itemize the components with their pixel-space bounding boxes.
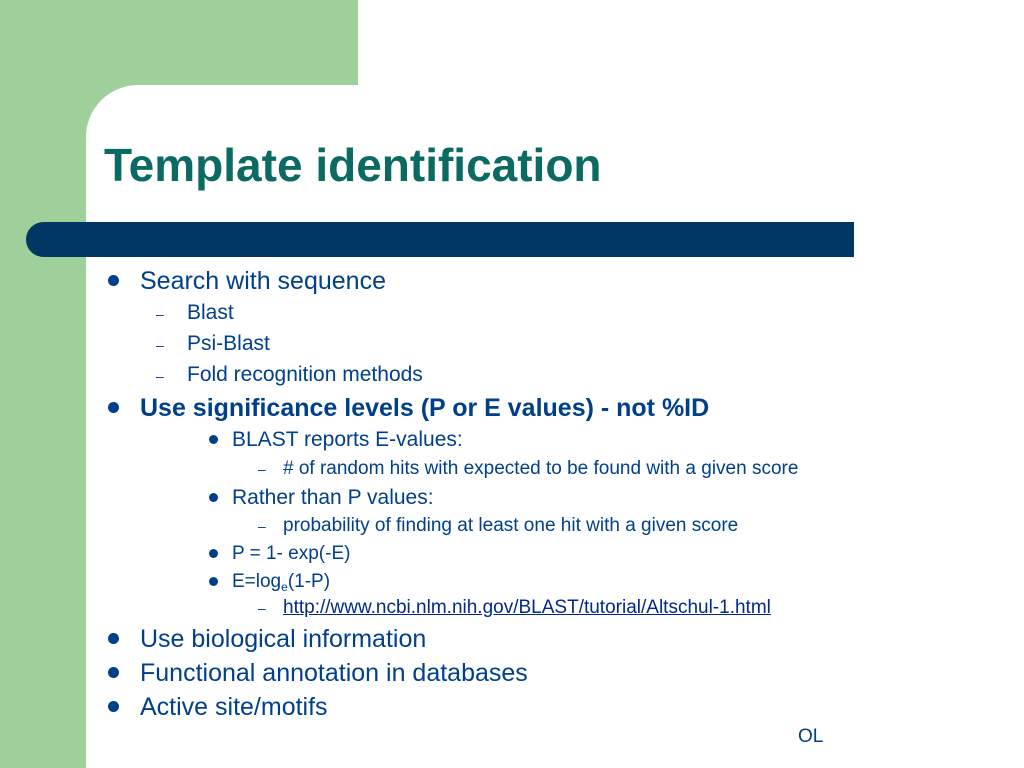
list-item: Use biological information [108,625,426,654]
list-item: – probability of finding at least one hit with a given score [258,515,739,536]
bullet-icon [209,577,218,586]
list-item: $E=\log_e(1-P)$ [209,571,330,595]
bullet-icon [209,549,218,558]
bullet-icon [108,667,119,678]
list-item: – Blast [156,301,234,324]
list-item: – # of random hits with expected to be found with a given score [258,458,799,479]
list-item: Functional annotation in databases [108,659,528,688]
slide-title: Template identification [104,139,602,191]
list-item [258,597,771,619]
dash-icon: – [156,368,164,384]
dash-icon: – [156,337,164,353]
bullet-icon [108,402,119,413]
dash-icon: – [258,518,266,534]
list-item: BLAST reports E-values: [209,428,463,452]
dash-icon: – [156,306,164,322]
bullet-icon [209,493,218,502]
bullet-icon [209,435,218,444]
list-item: Use significance levels (P or E values) - not %ID [108,394,709,423]
bullet-icon [108,701,119,712]
dash-icon: – [258,461,266,477]
list-item: Rather than P values: [209,486,434,510]
list-item: Search with sequence [108,267,386,296]
altschul-tutorial-link[interactable]: http://www.ncbi.nlm.nih.gov/BLAST/tutorial/Altschul-1.html [283,597,771,618]
list-item: P = 1- exp(-E) [209,543,350,565]
list-item: – Fold recognition methods [156,363,423,386]
footer-initials: OL [798,726,824,747]
bullet-icon [108,275,119,286]
bullet-icon [108,633,119,644]
list-item: Active site/motifs [108,693,328,722]
dash-icon: – [258,600,266,616]
list-item: – Psi-Blast [156,332,270,355]
